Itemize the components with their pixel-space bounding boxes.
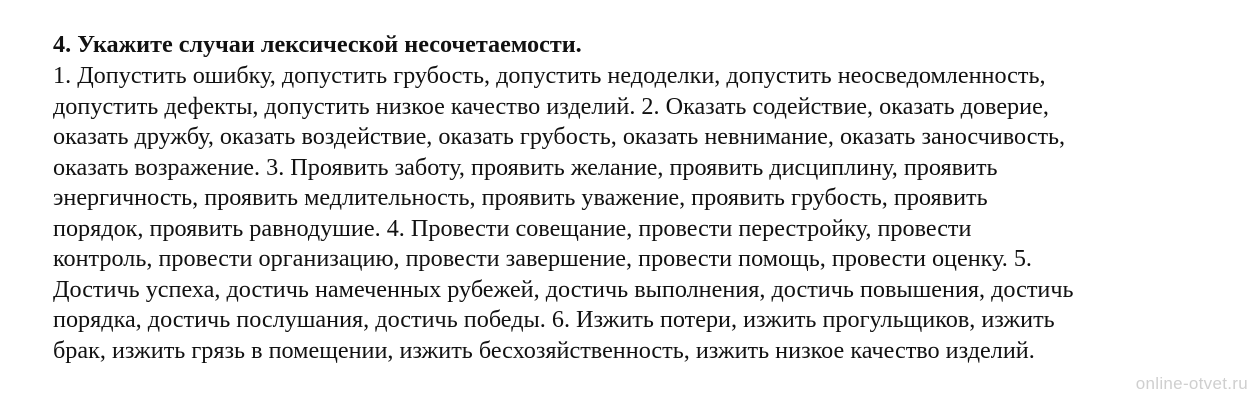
text-line: энергичность, проявить медлительность, проявить уважение, проявить грубость, проявить — [53, 184, 988, 211]
text-line: оказать возражение. 3. Проявить заботу, проявить желание, проявить дисциплину, проявить — [53, 153, 998, 181]
text-line: контроль, провести организацию, провести завершение, провести помощь, провести оценку. 5. — [53, 245, 1032, 272]
text-line: оказать дружбу, оказать воздействие, оказать грубость, оказать невнимание, оказать заносчивость, — [53, 123, 1066, 150]
question-block — [53, 30, 1249, 366]
text-line: допустить дефекты, допустить низкое качество изделий. 2. Оказать содействие, оказать доверие, — [53, 92, 1049, 120]
site-watermark: online-otvet.ru — [1135, 374, 1248, 393]
text-line: Достичь успеха, достичь намеченных рубежей, достичь выполнения, достичь повышения, достичь — [53, 275, 1074, 303]
text-line: 1. Допустить ошибку, допустить грубость, допустить недоделки, допустить неосведомленность, — [53, 62, 1046, 89]
text-line: брак, изжить грязь в помещении, изжить бесхозяйственность, изжить низкое качество изделий. — [53, 336, 1035, 364]
text-line: порядка, достичь послушания, достичь победы. 6. Изжить потери, изжить прогульщиков, изжить — [53, 306, 1055, 333]
question-title: 4. Укажите случаи лексической несочетаемости. — [53, 31, 582, 58]
text-line: порядок, проявить равнодушие. 4. Провести совещание, провести перестройку, провести — [53, 214, 972, 242]
